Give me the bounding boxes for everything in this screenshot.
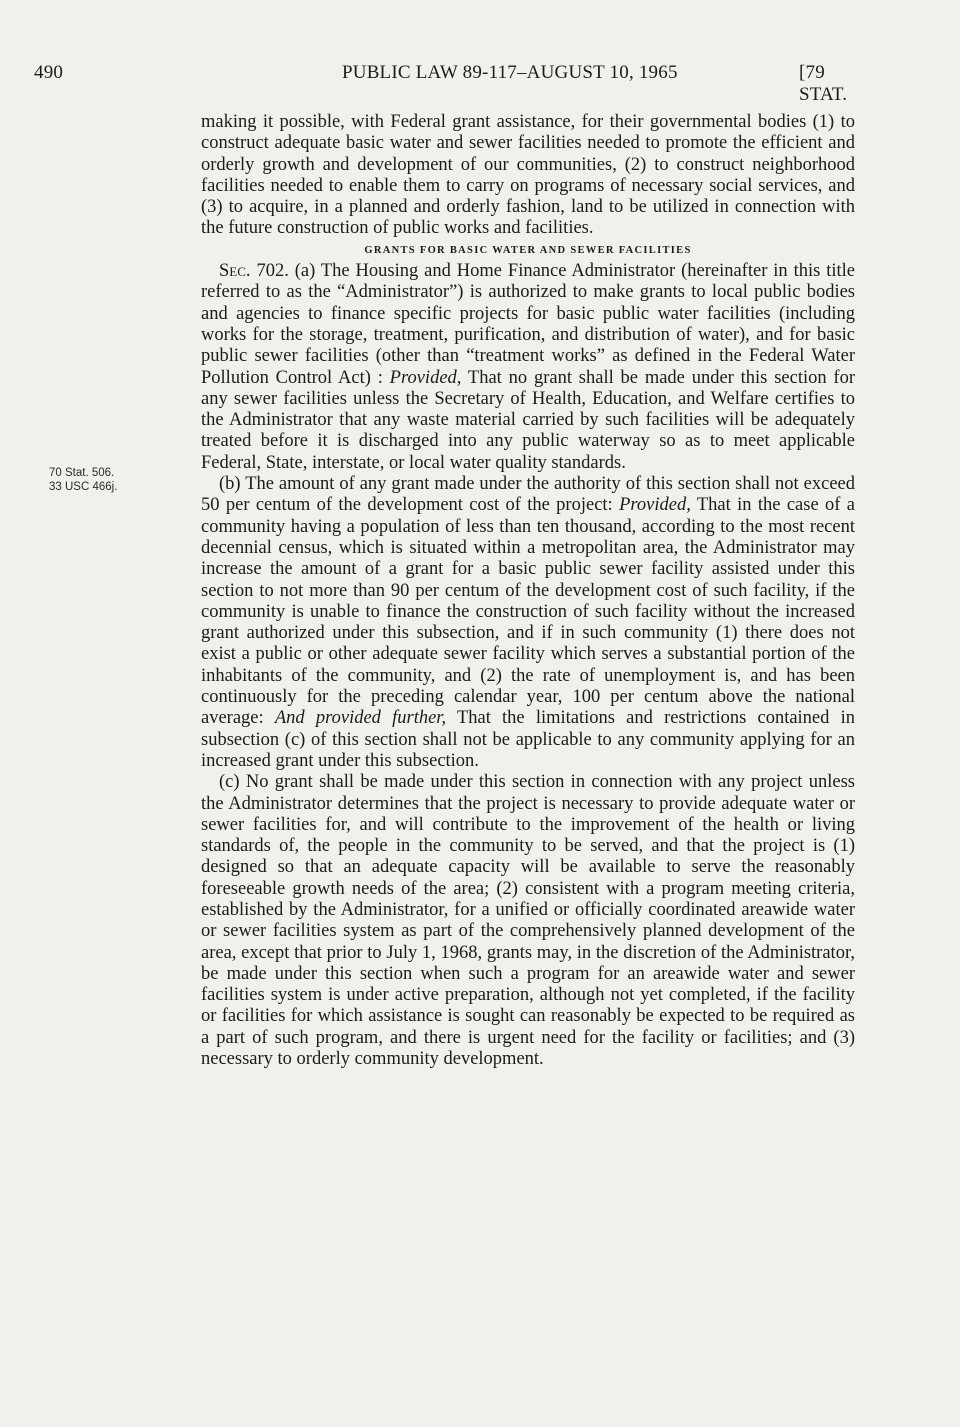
page-header bbox=[34, 62, 870, 105]
paragraph-c: (c) No grant shall be made under this section in connection with any project unless the Administrator determines that the project is necessary to provide adequate water or sewer facilities for, and will contribute to the improvement of the health or living standards of, the people in the community to be served, and that the project is (1) designed so that an adequate capacity will be available to serve the reasonably foreseeable growth needs of the area; (2) consistent with a program meeting criteria, established by the Administrator, for a unified or officially coordinated areawide water or sewer facilities system as part of the comprehensively planned development of the area, except that prior to July 1, 1968, grants may, in the discretion of the Administrator, be made under this section when such a program for an areawide water and sewer facilities system is under active preparation, although not yet completed, if the facility or facilities for which assistance is sought can reasonably be expected to be required as a part of such program, and there is urgent need for the facility or facilities; and (3) necessary to orderly community development. bbox=[201, 772, 855, 1070]
paragraph-a-text: (a) The Housing and Home Finance Administrator (hereinafter in this title referred to as the “Administrator”) is authorized to make grants to local public bodies and agencies to finance specific projects for basic public water facilities (including works for the storage, treatment, purification, and distribution of water), and for basic public sewer facilities (other than “treatment works” as defined in the Federal Water Pollution Control Act) : bbox=[201, 261, 856, 388]
paragraph-b-text: That the limitations and restrictions contained in subsection (c) of this section shall not be applicable to any community applying for an increased grant under this subsection. bbox=[201, 708, 855, 771]
statute-reference: [79 STAT. bbox=[799, 62, 848, 105]
running-title: PUBLIC LAW 89-117–AUGUST 10, 1965 bbox=[342, 62, 678, 83]
body-text bbox=[201, 112, 855, 1070]
proviso-italic: Provided, bbox=[389, 367, 462, 388]
margin-citation bbox=[49, 466, 179, 494]
paragraph-a bbox=[201, 261, 855, 474]
margin-citation-line: 70 Stat. 506. bbox=[49, 467, 115, 479]
margin-citation-line: 33 USC 466j. bbox=[49, 481, 118, 493]
paragraph-b-text: (b) The amount of any grant made under the authority of this section shall not exceed 50 per centum of the development cost of the project: bbox=[201, 474, 855, 516]
page-number: 490 bbox=[34, 62, 64, 83]
section-label: Sec. 702. bbox=[219, 261, 289, 282]
paragraph-b bbox=[201, 474, 855, 772]
paragraph-b-text: That in the case of a community having a population of less than ten thousand, according to the most recent decennial census, which is situated within a metropolitan area, the Administrator may increase the amount of a grant for a basic public sewer facility assisted under this section to not more than 90 per centum of the development cost of such facility, if the community is unable to finance the construction of such facility without the increased grant authorized under this subsection, and if in such community (1) there does not exist a public or other adequate sewer facility which serves a substantial portion of the inhabitants of the community, and (2) the rate of unemployment is, and has been continuously for the preceding calendar year, 100 per centum above the national average: bbox=[201, 495, 855, 729]
intro-paragraph: making it possible, with Federal grant assistance, for their governmental bodies (1) to construct adequate basic water and sewer facilities needed to promote the efficient and orderly growth and development of our communities, (2) to construct neighborhood facilities needed to enable them to carry on programs of necessary social services, and (3) to acquire, in a planned and orderly fashion, land to be utilized in connection with the future construction of public works and facilities. bbox=[201, 112, 855, 239]
paragraph-a-text: That no grant shall be made under this section for any sewer facilities unless the Secretary of Health, Education, and Welfare certifies to the Administrator that any waste material carried by such facilities will be adequately treated before it is discharged into any public waterway so as to meet applicable Federal, State, interstate, or local water quality standards. bbox=[201, 367, 855, 473]
proviso-italic: And provided further, bbox=[274, 708, 447, 729]
section-heading: GRANTS FOR BASIC WATER AND SEWER FACILITIES bbox=[364, 244, 692, 256]
proviso-italic: Provided, bbox=[619, 495, 691, 516]
